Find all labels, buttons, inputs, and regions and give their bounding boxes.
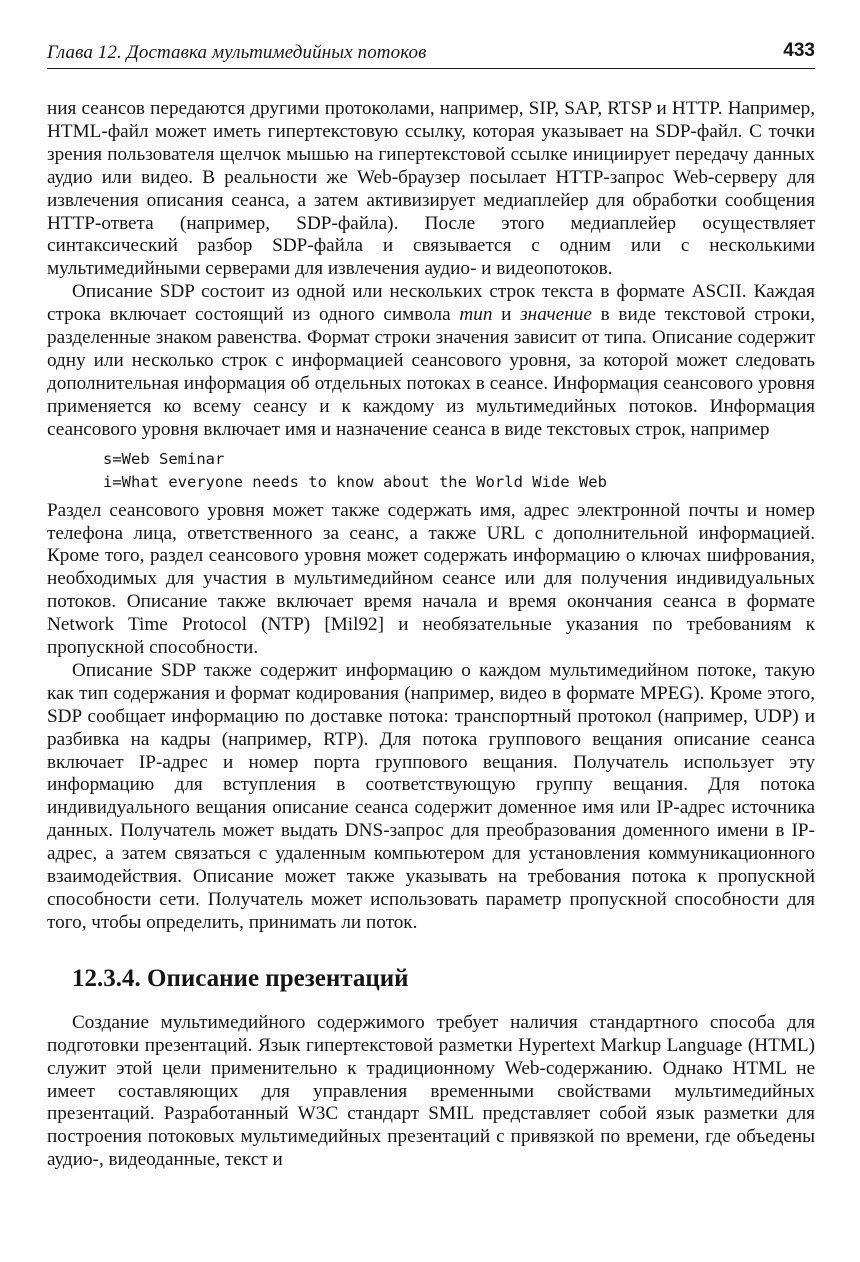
paragraph-media-streams: Описание SDP также содержит информацию о каждом мультимедийном потоке, такую как тип содержания и формат кодирования (например, видео в формате MPEG). Кроме этого, SDP сообщает информацию по доставке потока: транспортный протокол (например, UDP) и разбивка на кадры (например, RTP). Для потока группового вещания описание сеанса включает IP-адрес и номер порта группового вещания. Получатель использует эту информацию для вступления в соответствующую группу вещания. Для потока индивидуального вещания описание сеанса содержит доменное имя или IP-адрес источника данных. Получатель может выдать DNS-запрос для преобразования доменного имени в IP-адрес, а затем связаться с удаленным компьютером для установления коммуникационного взаимодействия. Описание может также указывать на требования потока к пропускной способности сети. Получатель может использовать параметр пропускной способности для того, чтобы определить, принимать ли поток.: [47, 659, 815, 933]
running-header: [47, 40, 815, 69]
text-segment: в виде текстовой строки, разделенные знаком равенства. Формат строки значения зависит от типа. Описание содержит одну или несколько строк с информацией сеансового уровня, за которой может следовать дополнительная информация об отдельных потоках в сеансе. Информация сеансового уровня применяется ко всему сеансу и к каждому из мультимедийных потоков. Информация сеансового уровня включает имя и назначение сеанса в виде текстовых строк, например: [47, 304, 815, 440]
paragraph-presentations: Создание мультимедийного содержимого требует наличия стандартного способа для подготовки презентаций. Язык гипертекстовой разметки Hypertext Markup Language (HTML) служит этой цели применительно к традиционному Web-содержанию. Однако HTML не имеет составляющих для управления временными свойствами мультимедийных презентаций. Разработанный W3C стандарт SMIL представляет собой язык разметки для построения потоковых мультимедийных презентаций с привязкой по времени, где объедены аудио-, видеоданные, текст и: [47, 1011, 815, 1171]
text-segment: Описание SDP состоит из одной или нескольких строк текста в формате ASCII. Каждая строка включает состоящий из одного символа: [47, 281, 815, 326]
text-segment: и: [492, 304, 521, 326]
code-example: [103, 448, 815, 494]
term-type: тип: [459, 304, 493, 326]
code-line: i=What everyone needs to know about the World Wide Web: [103, 472, 607, 491]
chapter-title: Глава 12. Доставка мультимедийных потоков: [47, 42, 427, 63]
term-value: значение: [520, 304, 592, 326]
paragraph-sdp-format: [47, 281, 815, 441]
paragraph-continuation: ния сеансов передаются другими протоколами, например, SIP, SAP, RTSP и HTTP. Например, HTML-файл может иметь гипертекстовую ссылку, которая указывает на SDP-файл. С точки зрения пользователя щелчок мышью на гипертекстовой ссылке инициирует передачу данных аудио или видео. В реальности же Web-браузер посылает HTTP-запрос Web-серверу для извлечения описания сеанса, а затем активизирует медиаплейер для обработки сообщения HTTP-ответа (например, SDP-файла). После этого медиаплейер осуществляет синтаксический разбор SDP-файла и связывается с одним или с несколькими мультимедийными серверами для извлечения аудио- и видеопотоков.: [47, 98, 815, 280]
section-heading: 12.3.4. Описание презентаций: [72, 964, 409, 992]
paragraph-session-level: Раздел сеансового уровня может также содержать имя, адрес электронной почты и номер телефона лица, ответственного за сеанс, а также URL с дополнительной информацией. Кроме того, раздел сеансового уровня может содержать информацию о ключах шифрования, необходимых для участия в мультимедийном сеансе или для получения индивидуальных потоков. Описание также включает время начала и время окончания сеанса в формате Network Time Protocol (NTP) [Mil92] и необязательные указания по требованиям к пропускной способности.: [47, 499, 815, 659]
page-number: 433: [783, 40, 815, 61]
code-line: s=Web Seminar: [103, 449, 225, 468]
body-text: [47, 98, 815, 1172]
